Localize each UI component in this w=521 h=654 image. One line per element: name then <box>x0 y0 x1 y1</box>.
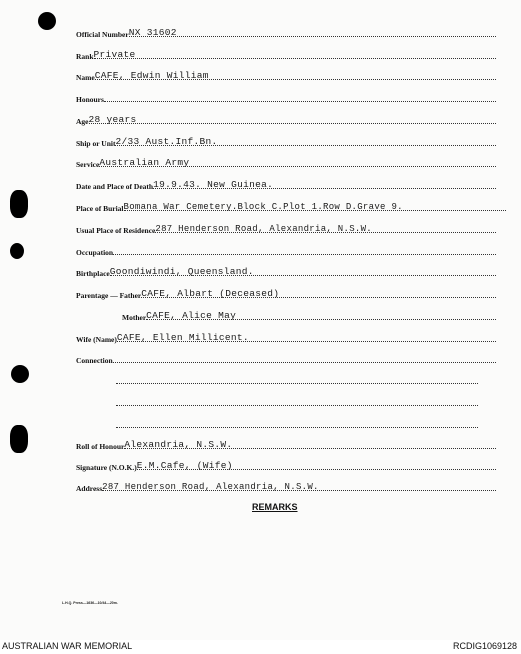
field-occupation <box>76 244 496 258</box>
field-birthplace <box>76 265 496 279</box>
field-honours <box>76 91 496 105</box>
field-service <box>76 156 496 170</box>
field-mother <box>122 309 496 323</box>
field-label: Honours <box>76 95 104 104</box>
field-value: CAFE, Ellen Millicent. <box>116 332 249 343</box>
field-label: Mother <box>122 313 147 322</box>
punch-hole <box>10 425 28 453</box>
field-label: Signature (N.O.K.) <box>76 463 137 472</box>
punch-hole <box>38 12 56 30</box>
field-value: Private <box>93 49 136 60</box>
remarks-heading: REMARKS <box>252 502 298 512</box>
field-signature <box>76 459 496 473</box>
field-value: 2/33 Aust.Inf.Bn. <box>115 136 218 147</box>
field-official-number <box>76 26 496 40</box>
field-rank <box>76 48 496 62</box>
field-label: Official Number <box>76 30 129 39</box>
field-value: Bomana War Cemetery.Block C.Plot 1.Row D.Grave 9. <box>123 202 403 212</box>
field-value: E.M.Cafe, (Wife) <box>136 460 233 471</box>
field-wife <box>76 331 496 345</box>
punch-hole <box>10 243 24 259</box>
field-label: Occupation <box>76 248 114 257</box>
printer-imprint: L.H.Q. Press—1636—10/44—20m. <box>62 601 118 605</box>
field-value: CAFE, Albart (Deceased) <box>141 288 280 299</box>
field-label: Usual Place of Residence <box>76 226 156 235</box>
field-value: NX 31602 <box>128 27 177 38</box>
field-roll-of-honour <box>76 438 496 452</box>
blank-line <box>116 404 478 406</box>
field-connection <box>76 352 496 366</box>
field-value: Australian Army <box>99 157 190 168</box>
field-value: Alexandria, N.S.W. <box>124 439 233 450</box>
punch-hole <box>10 190 28 218</box>
field-value: CAFE, Alice May <box>146 310 237 321</box>
field-age <box>76 113 496 127</box>
field-label: Connection <box>76 356 113 365</box>
field-name <box>76 69 496 83</box>
field-father <box>76 287 496 301</box>
field-label: Ship or Unit <box>76 139 116 148</box>
field-value: 28 years <box>88 114 137 125</box>
archive-footer <box>0 640 521 654</box>
field-label: Birthplace <box>76 269 110 278</box>
field-value: 19.9.43. New Guinea. <box>153 179 274 190</box>
field-label: Roll of Honour <box>76 442 125 451</box>
field-label: Date and Place of Death <box>76 182 154 191</box>
footer-institution: AUSTRALIAN WAR MEMORIAL <box>2 641 133 651</box>
field-label: Place of Burial <box>76 204 124 213</box>
punch-hole <box>11 365 29 383</box>
blank-line <box>116 426 478 428</box>
field-ship-or-unit <box>76 135 496 149</box>
field-usual-residence <box>76 222 496 236</box>
field-label: Name <box>76 73 95 82</box>
field-value: CAFE, Edwin William <box>94 70 209 81</box>
field-value: Goondiwindi, Queensland. <box>109 266 254 277</box>
field-date-place-of-death <box>76 178 496 192</box>
field-address <box>76 480 496 494</box>
blank-line <box>116 382 478 384</box>
field-value: 287 Henderson Road, Alexandria, N.S.W. <box>102 482 319 492</box>
field-label: Service <box>76 160 100 169</box>
field-place-of-burial <box>76 200 506 214</box>
field-label: Rank <box>76 52 94 61</box>
field-label: Age <box>76 117 89 126</box>
field-label: Parentage — Father <box>76 291 142 300</box>
field-value: 287 Henderson Road, Alexandria, N.S.W. <box>155 224 373 234</box>
field-label: Address <box>76 484 103 493</box>
field-label: Wife (Name) <box>76 335 117 344</box>
footer-record-id: RCDIG1069128 <box>452 641 517 651</box>
